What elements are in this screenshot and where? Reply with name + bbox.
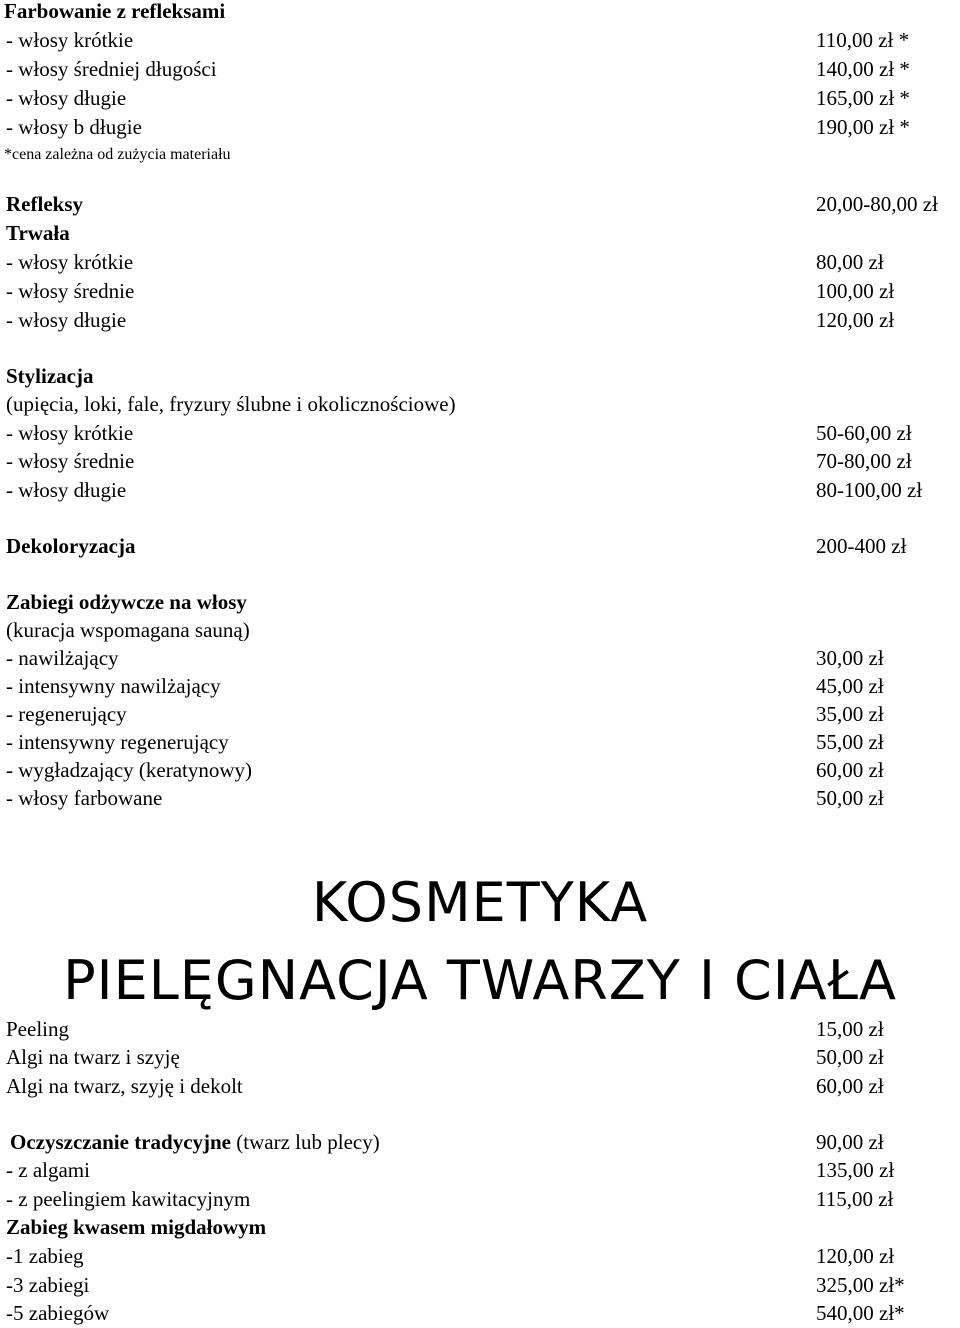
price-label: - włosy krótkie bbox=[6, 250, 134, 274]
section-heading-zabiegi: Zabiegi odżywcze na włosy bbox=[6, 590, 247, 614]
price-value: 15,00 zł bbox=[816, 1017, 884, 1041]
section-subtitle-pielegnacja: PIELĘGNACJA TWARZY I CIAŁA bbox=[63, 949, 897, 1012]
price-value: 80,00 zł bbox=[816, 250, 884, 274]
price-value: 100,00 zł bbox=[816, 279, 895, 303]
section-heading-farbowanie: Farbowanie z refleksami bbox=[4, 0, 226, 23]
price-label: -3 zabiegi bbox=[6, 1273, 90, 1297]
price-label: - intensywny nawilżający bbox=[6, 674, 221, 698]
price-label: - włosy krótkie bbox=[6, 421, 134, 445]
price-value: 50,00 zł bbox=[816, 1045, 884, 1069]
price-label: Algi na twarz, szyję i dekolt bbox=[6, 1074, 243, 1098]
section-heading-oczyszczanie bbox=[10, 1128, 380, 1157]
price-value: 60,00 zł bbox=[816, 758, 884, 782]
price-value: 115,00 zł bbox=[816, 1187, 894, 1211]
price-label: - włosy średnie bbox=[6, 449, 135, 473]
section-heading-refleksy: Refleksy bbox=[6, 192, 83, 216]
price-label: - włosy długie bbox=[6, 478, 127, 502]
price-label: - włosy krótkie bbox=[6, 28, 134, 52]
price-value: 540,00 zł* bbox=[816, 1301, 905, 1325]
price-value: 50-60,00 zł bbox=[816, 421, 912, 445]
section-heading-dekoloryzacja: Dekoloryzacja bbox=[6, 534, 136, 558]
price-value: 325,00 zł* bbox=[816, 1273, 905, 1297]
price-value: 35,00 zł bbox=[816, 702, 884, 726]
price-label: - wygładzający (keratynowy) bbox=[6, 758, 253, 782]
price-label: - z algami bbox=[6, 1158, 90, 1182]
price-value: 110,00 zł * bbox=[816, 28, 910, 52]
section-heading-migdalowy: Zabieg kwasem migdałowym bbox=[6, 1215, 267, 1239]
price-label: - regenerujący bbox=[6, 702, 127, 726]
price-value: 50,00 zł bbox=[816, 786, 884, 810]
price-value: 20,00-80,00 zł bbox=[816, 192, 938, 216]
price-label: Algi na twarz i szyję bbox=[6, 1045, 180, 1069]
price-label: - włosy długie bbox=[6, 308, 127, 332]
price-label: - włosy długie bbox=[6, 86, 127, 110]
oczyszczanie-heading-bold: Oczyszczanie tradycyjne bbox=[10, 1130, 232, 1154]
price-value: 60,00 zł bbox=[816, 1074, 884, 1098]
section-subheading: (kuracja wspomagana sauną) bbox=[6, 618, 250, 642]
section-heading-trwala: Trwała bbox=[6, 221, 70, 245]
price-label: - włosy średniej długości bbox=[6, 57, 217, 81]
price-value: 135,00 zł bbox=[816, 1158, 895, 1182]
section-subheading: (upięcia, loki, fale, fryzury ślubne i okolicznościowe) bbox=[6, 392, 456, 416]
price-value: 70-80,00 zł bbox=[816, 449, 912, 473]
price-value: 120,00 zł bbox=[816, 308, 895, 332]
price-label: - z peelingiem kawitacyjnym bbox=[6, 1187, 251, 1211]
price-label: Peeling bbox=[6, 1017, 69, 1041]
price-value: 80-100,00 zł bbox=[816, 478, 923, 502]
price-value: 200-400 zł bbox=[816, 534, 907, 558]
price-label: -1 zabieg bbox=[6, 1244, 84, 1268]
price-label: - nawilżający bbox=[6, 646, 119, 670]
price-value: 90,00 zł bbox=[816, 1130, 884, 1154]
price-value: 190,00 zł * bbox=[816, 115, 910, 139]
section-title-kosmetyka: KOSMETYKA bbox=[311, 871, 649, 934]
price-note: *cena zależna od zużycia materiału bbox=[4, 146, 231, 163]
price-value: 45,00 zł bbox=[816, 674, 884, 698]
price-label: -5 zabiegów bbox=[6, 1301, 110, 1325]
price-value: 140,00 zł * bbox=[816, 57, 910, 81]
price-value: 165,00 zł * bbox=[816, 86, 910, 110]
price-value: 55,00 zł bbox=[816, 730, 884, 754]
section-heading-stylizacja: Stylizacja bbox=[6, 364, 94, 388]
price-label: - włosy średnie bbox=[6, 279, 135, 303]
oczyszczanie-heading-suffix: (twarz lub plecy) bbox=[231, 1130, 380, 1154]
price-label: - intensywny regenerujący bbox=[6, 730, 229, 754]
price-value: 120,00 zł bbox=[816, 1244, 895, 1268]
price-value: 30,00 zł bbox=[816, 646, 884, 670]
price-label: - włosy farbowane bbox=[6, 786, 163, 810]
price-label: - włosy b długie bbox=[6, 115, 142, 139]
